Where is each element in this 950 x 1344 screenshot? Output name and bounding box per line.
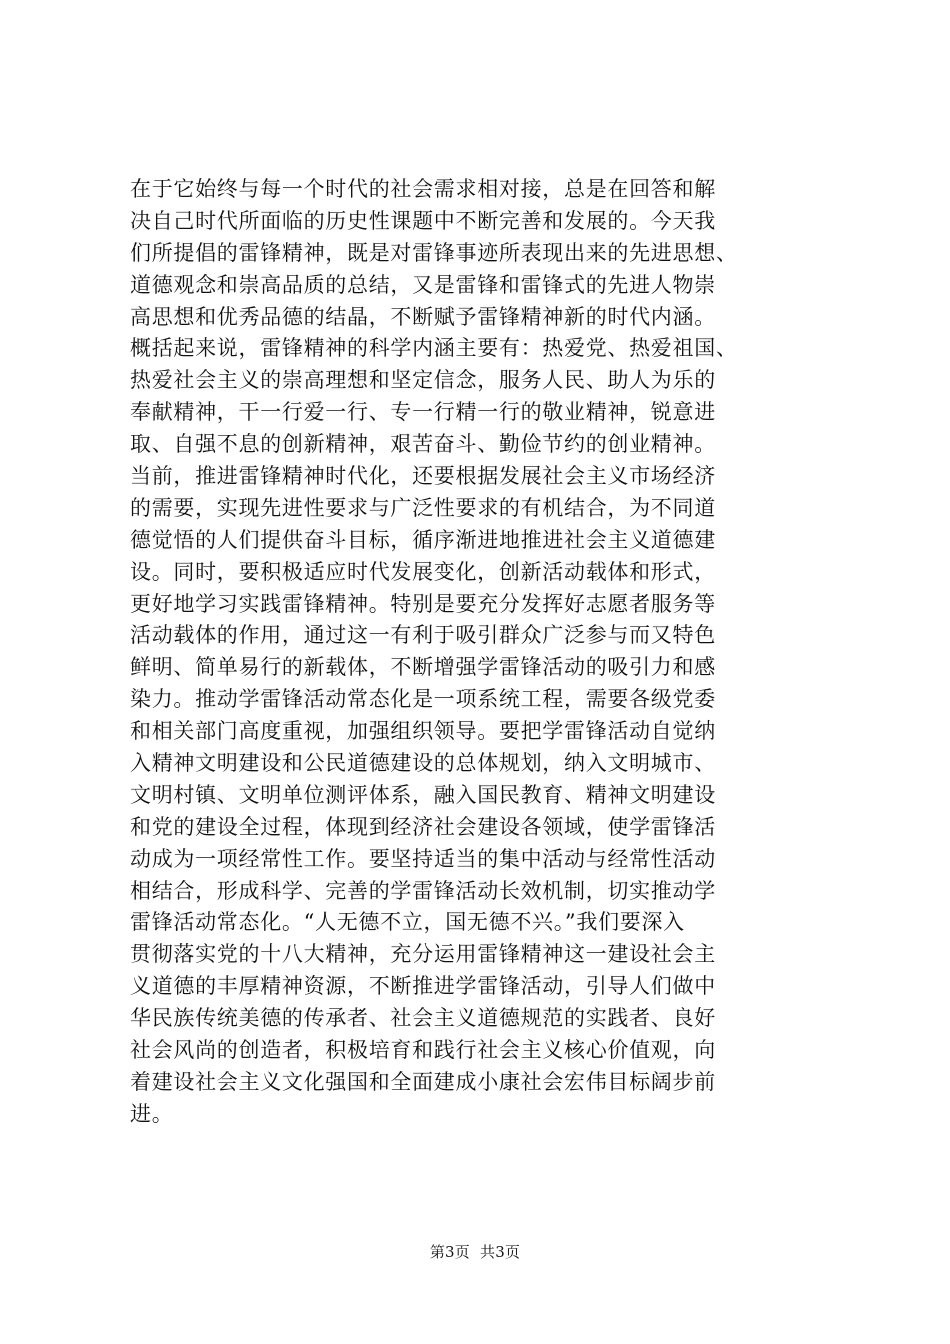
text-line-19: 入精神文明建设和公民道德建设的总体规划，纳入文明城市、 xyxy=(130,751,716,776)
text-line-1: 在于它始终与每一个时代的社会需求相对接，总是在回答和解 xyxy=(130,177,716,201)
text-line-20: 文明村镇、文明单位测评体系，融入国民教育、精神文明建设 xyxy=(130,782,716,807)
text-line-9: 取、自强不息的创新精神，艰苦奋斗、勤俭节约的创业精神。 xyxy=(130,432,716,457)
text-line-21: 和党的建设全过程，体现到经济社会建设各领域，使学雷锋活 xyxy=(130,814,716,839)
total-pages-label: 共3页 xyxy=(480,1243,521,1261)
text-line-4: 道德观念和崇高品质的总结，又是雷锋和雷锋式的先进人物崇 xyxy=(130,272,716,297)
text-line-27: 华民族传统美德的传承者、社会主义道德规范的实践者、良好 xyxy=(130,1006,716,1031)
text-line-15: 活动载体的作用，通过这一有利于吸引群众广泛参与而又特色 xyxy=(130,623,716,648)
text-line-26: 义道德的丰厚精神资源，不断推进学雷锋活动，引导人们做中 xyxy=(130,974,716,999)
text-line-18: 和相关部门高度重视，加强组织领导。要把学雷锋活动自觉纳 xyxy=(130,719,716,744)
text-line-6: 概括起来说，雷锋精神的科学内涵主要有：热爱党、热爱祖国、 xyxy=(130,336,738,361)
text-line-11: 的需要，实现先进性要求与广泛性要求的有机结合，为不同道 xyxy=(130,495,716,520)
page-number-label: 第3页 xyxy=(429,1243,470,1261)
text-line-22: 动成为一项经常性工作。要坚持适当的集中活动与经常性活动 xyxy=(130,846,716,871)
text-line-25: 贯彻落实党的十八大精神，充分运用雷锋精神这一建设社会主 xyxy=(130,942,716,967)
text-line-8: 奉献精神，干一行爱一行、专一行精一行的敬业精神，锐意进 xyxy=(130,400,716,425)
text-line-23: 相结合，形成科学、完善的学雷锋活动长效机制，切实推动学 xyxy=(130,878,716,903)
text-line-2: 决自己时代所面临的历史性课题中不断完善和发展的。今天我 xyxy=(130,208,716,233)
text-line-3: 们所提倡的雷锋精神，既是对雷锋事迹所表现出来的先进思想、 xyxy=(130,240,738,265)
text-line-16: 鲜明、简单易行的新载体，不断增强学雷锋活动的吸引力和感 xyxy=(130,655,716,680)
text-line-5: 高思想和优秀品德的结晶，不断赋予雷锋精神新的时代内涵。 xyxy=(130,304,716,329)
text-line-7: 热爱社会主义的崇高理想和坚定信念，服务人民、助人为乐的 xyxy=(130,368,716,393)
text-line-28: 社会风尚的创造者，积极培育和践行社会主义核心价值观，向 xyxy=(130,1038,716,1063)
page-footer xyxy=(0,1242,950,1262)
text-line-14: 更好地学习实践雷锋精神。特别是要充分发挥好志愿者服务等 xyxy=(130,591,716,616)
text-line-12: 德觉悟的人们提供奋斗目标，循序渐进地推进社会主义道德建 xyxy=(130,527,716,552)
text-line-17: 染力。推动学雷锋活动常态化是一项系统工程，需要各级党委 xyxy=(130,687,716,712)
text-line-13: 设。同时，要积极适应时代发展变化，创新活动载体和形式， xyxy=(130,559,716,584)
text-line-24: 雷锋活动常态化。“人无德不立，国无德不兴。”我们要深入 xyxy=(130,910,685,935)
text-line-29: 着建设社会主义文化强国和全面建成小康社会宏伟目标阔步前 xyxy=(130,1069,716,1094)
text-line-30: 进。 xyxy=(130,1101,174,1126)
text-line-10: 当前，推进雷锋精神时代化，还要根据发展社会主义市场经济 xyxy=(130,464,716,489)
body-paragraph xyxy=(130,174,860,1131)
